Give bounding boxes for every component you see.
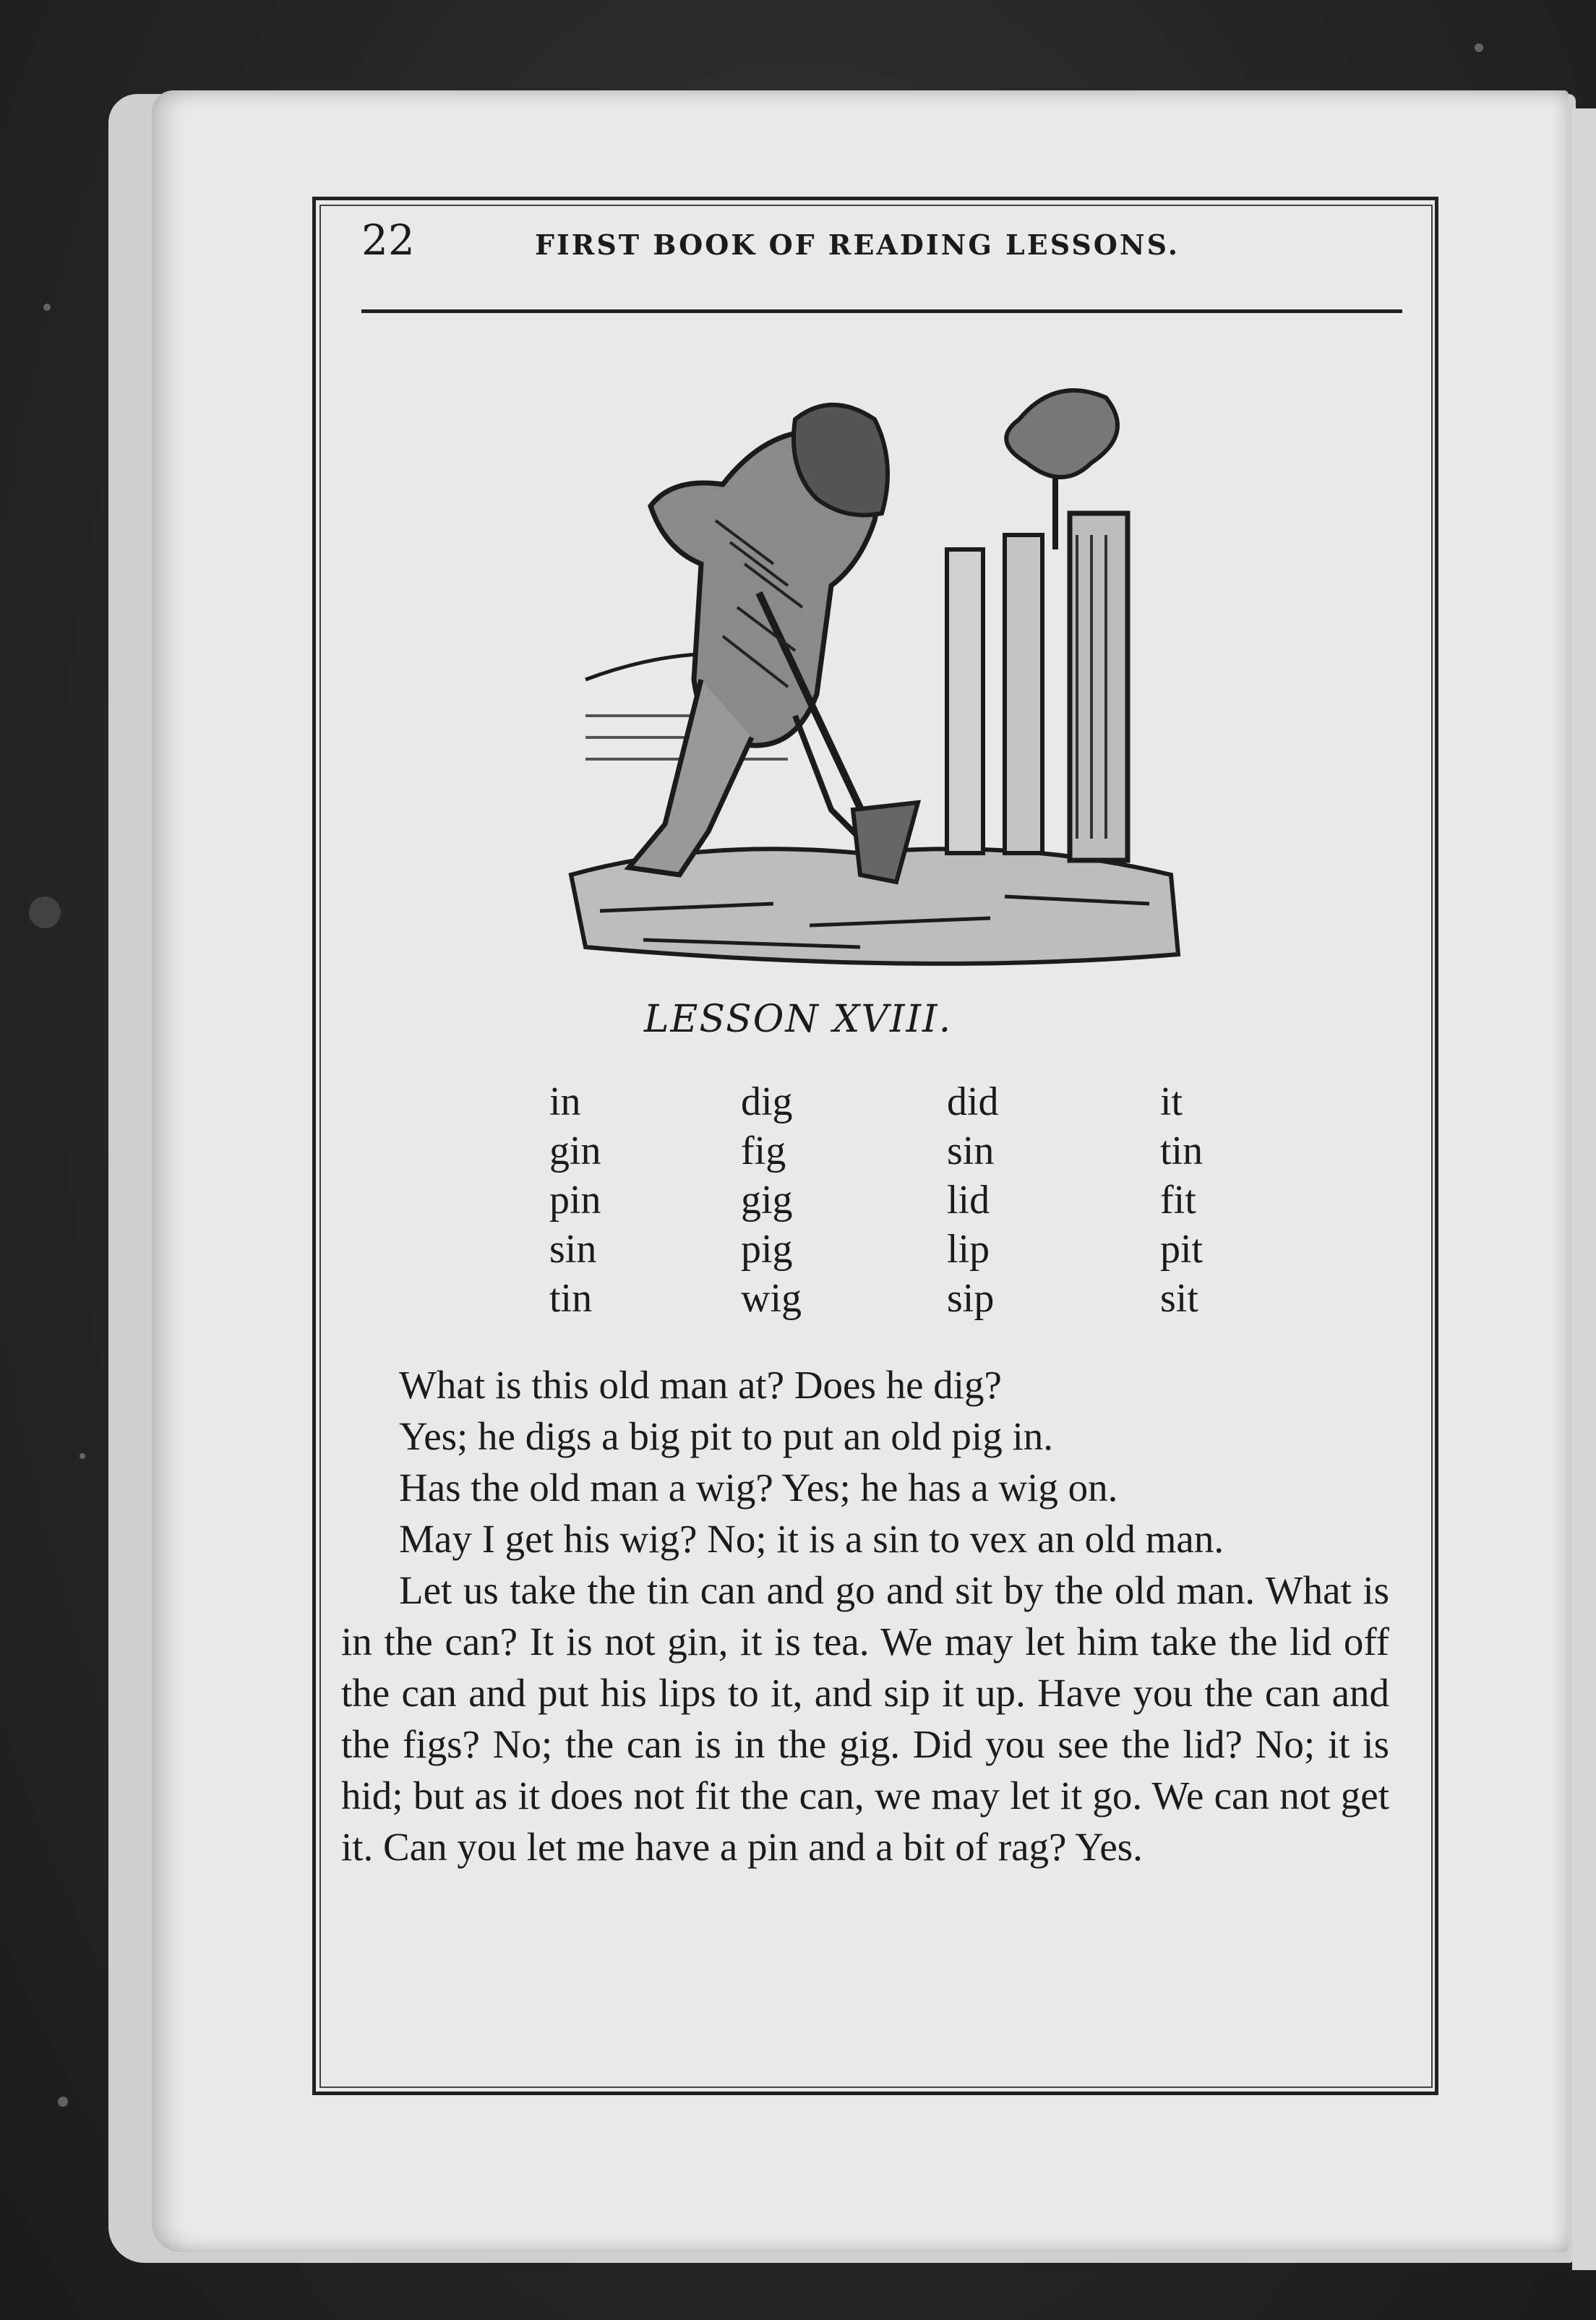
dust-speck [1475, 43, 1483, 52]
header-rule [361, 309, 1402, 313]
word: sin [947, 1129, 995, 1173]
word: sip [947, 1276, 995, 1321]
dust-speck [58, 2097, 68, 2107]
passage-paragraph: Yes; he digs a big pit to put an old pig in. [399, 1414, 1053, 1458]
dust-speck [29, 896, 61, 928]
word-column-4 [1160, 1077, 1334, 1323]
lesson-title: LESSON XVIII. [643, 998, 953, 1041]
passage-paragraph: What is this old man at? Does he dig? [399, 1363, 1002, 1407]
facing-page-edge [1572, 108, 1596, 2270]
running-title: FIRST BOOK OF READING LESSONS. [535, 228, 1180, 261]
word: tin [1160, 1129, 1204, 1173]
passage-paragraph: Has the old man a wig? Yes; he has a wig on. [399, 1465, 1118, 1510]
word: sin [549, 1227, 597, 1272]
word: fig [741, 1129, 786, 1173]
dust-speck [80, 1453, 85, 1459]
page-number: 22 [361, 215, 415, 265]
word: pin [549, 1178, 601, 1223]
word: pig [741, 1227, 793, 1272]
word: sit [1160, 1276, 1198, 1321]
dust-speck [43, 304, 51, 311]
word: pit [1160, 1227, 1204, 1272]
passage-paragraph: May I get his wig? No; it is a sin to vex an old man. [399, 1517, 1224, 1561]
word: did [947, 1079, 999, 1124]
word: lip [947, 1227, 990, 1272]
word: in [549, 1079, 581, 1124]
word-column-3 [947, 1077, 1120, 1323]
word: wig [741, 1276, 802, 1321]
passage-paragraph: Let us take the tin can and go and sit by the old man. What is in the can? It is not gin, it is tea. We may let him take the lid off the can and put his lips to it, and sip it up. Have you the can and the figs? No; the can is in the gig. Did you see the lid? No; it is hid; but as it does not fit the can, we may let it go. We can not get it. Can you let me have a pin and a bit of rag? Yes. [341, 1568, 1389, 1869]
word: gig [741, 1178, 793, 1223]
word: dig [741, 1079, 793, 1124]
word-column-1 [549, 1077, 723, 1323]
word: gin [549, 1129, 601, 1173]
word: lid [947, 1178, 990, 1223]
word-column-2 [741, 1077, 914, 1323]
woodcut-old-man-digging-icon [557, 376, 1185, 976]
reading-passage [341, 1359, 1389, 1872]
page-header [361, 215, 1388, 273]
word: fit [1160, 1178, 1196, 1223]
word: tin [549, 1276, 593, 1321]
word: it [1160, 1079, 1183, 1124]
